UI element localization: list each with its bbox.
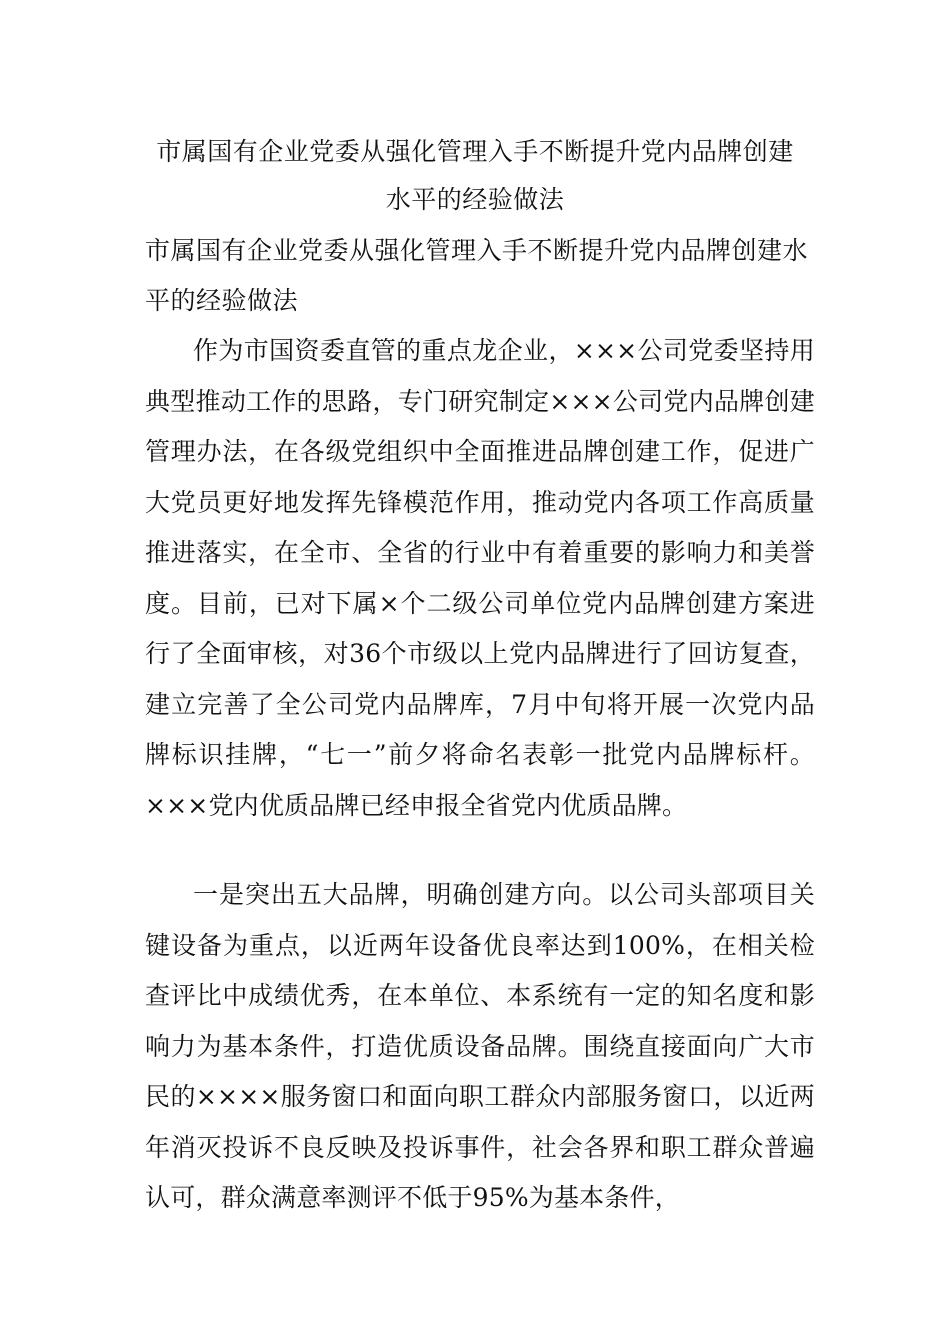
document-subtitle: 市属国有企业党委从强化管理入手不断提升党内品牌创建水平的经验做法	[145, 236, 809, 315]
paragraph-point-one: 一是突出五大品牌，明确创建方向。以公司头部项目关键设备为重点，以近两年设备优良率达到100%，在相关检查评比中成绩优秀，在本单位、本系统有一定的知名度和影响力为基本条件，打造优质设备品牌。围绕直接面向广大市民的××××服务窗口和面向职工群众内部服务窗口，以近两年消灭投诉不良反映及投诉事件，社会各界和职工群众普遍认可，群众满意率测评不低于95%为基本条件，	[145, 880, 815, 1212]
document-title	[100, 128, 850, 224]
title-line-1: 市属国有企业党委从强化管理入手不断提升党内品牌创建	[156, 137, 794, 166]
title-line-2: 水平的经验做法	[385, 185, 565, 214]
paragraph-intro: 作为市国资委直管的重点龙企业，×××公司党委坚持用典型推动工作的思路，专门研究制定×××公司党内品牌创建管理办法，在各级党组织中全面推进品牌创建工作，促进广大党员更好地发挥先锋模范作用，推动党内各项工作高质量推进落实，在全市、全省的行业中有着重要的影响力和美誉度。目前，已对下属×个二级公司单位党内品牌创建方案进行了全面审核，对36个市级以上党内品牌进行了回访复查，建立完善了全公司党内品牌库，7月中旬将开展一次党内品牌标识挂牌，“七一”前夕将命名表彰一批党内品牌标杆。×××党内优质品牌已经申报全省党内优质品牌。	[145, 336, 815, 820]
